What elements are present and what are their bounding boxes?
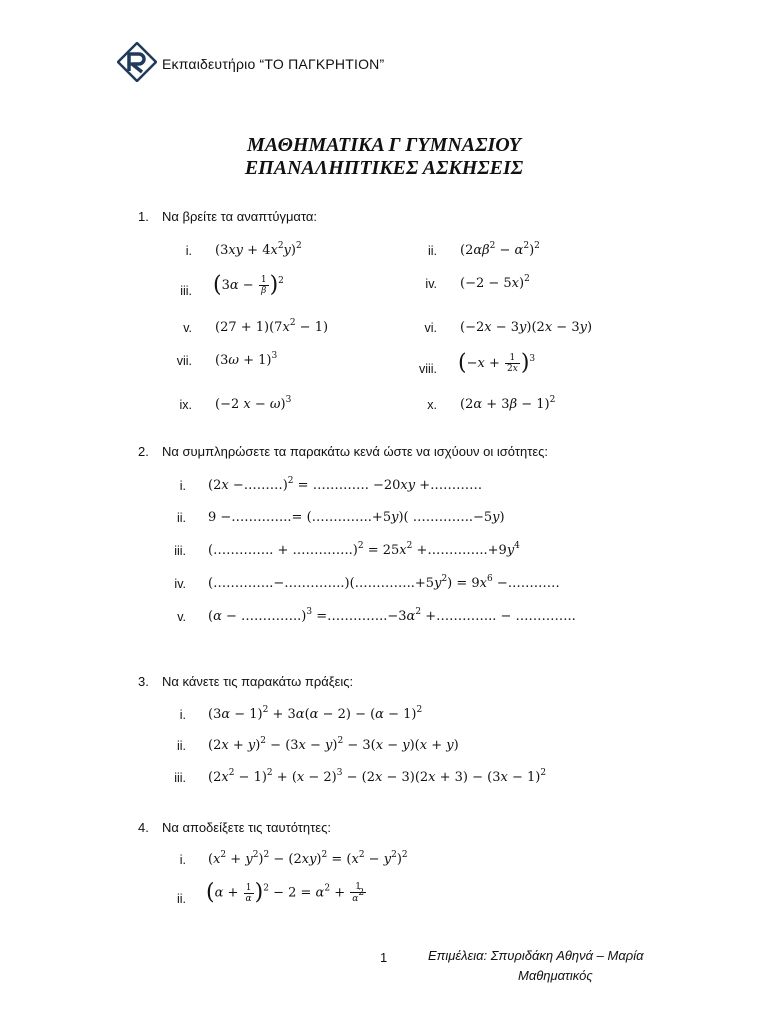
math-expression: (α + $\frac{1}{\alpha}$ )$^2 - 2 = \alpha^2$ + $\frac{1}{\alpha^2}$: [206, 880, 365, 905]
item-label: ii.: [427, 244, 437, 258]
item-label: i.: [179, 479, 186, 493]
math-expression: $(3\alpha - 1)^2 + 3\alpha(\alpha - 2) - (\alpha - 1)^2$: [208, 705, 423, 722]
item-label: iii.: [174, 771, 186, 785]
math-expression: $(2x + y)^2 - (3x - y)^2 - 3(x - y)(x + y)$: [208, 736, 459, 753]
pagkrition-logo-icon: [117, 42, 157, 82]
item-label: ii.: [176, 511, 186, 525]
math-expression: (−2x − 3y)(2x − 3y): [460, 320, 593, 335]
item-label: vii.: [176, 354, 192, 368]
item-label: x.: [427, 398, 437, 412]
math-expression: (α − …………..)$^3$ $=\dots\dots\dots\dots..-3\alpha^2$ +………….. − …………..: [208, 607, 576, 624]
math-expression: $(\dots\dots\dots\dots..-\dots\dots\dots\dots..)(\dots\dots\dots\dots..+5y^2) = 9x^6$ −…………: [208, 574, 560, 591]
item-label: i.: [185, 244, 192, 258]
item-label: ii.: [176, 739, 186, 753]
item-label: iv.: [425, 277, 437, 291]
question-4: [138, 820, 331, 835]
math-expression: $(3xy + 4x^2y)^2$: [215, 241, 302, 258]
item-label: iii.: [180, 284, 192, 298]
item-label: v.: [177, 610, 186, 624]
math-expression: $(3\omega + 1)^3$: [215, 351, 278, 368]
question-text: Να αποδείξετε τις ταυτότητες:: [162, 820, 331, 835]
math-expression: 9 −…………..= (…………..+5y)( …………..−5y): [208, 510, 505, 525]
question-3: [138, 674, 353, 689]
math-expression: (−2 x − ω)$^3$: [215, 395, 292, 412]
question-text: Να βρείτε τα αναπτύγματα:: [162, 209, 318, 224]
question-2: [138, 444, 548, 459]
math-expression: $(2\alpha + 3\beta - 1)^2$: [460, 395, 556, 412]
question-1: [138, 209, 317, 224]
page-number: 1: [380, 950, 388, 965]
item-label: iii.: [174, 544, 186, 558]
math-expression: $(x^2 + y^2)^2 - (2xy)^2 = (x^2 - y^2)^2$: [208, 850, 408, 867]
editor-role: Μαθηματικός: [518, 968, 593, 983]
math-expression: (2x −………)$^2$ = …………. −20xy +…………: [208, 476, 483, 493]
math-expression: $(2\alpha\beta^2 - \alpha^2)^2$: [460, 241, 540, 258]
question-number: 2.: [138, 444, 149, 459]
item-label: i.: [179, 708, 186, 722]
math-expression: $(-2 - 5x)^2$: [460, 274, 530, 291]
item-label: iv.: [174, 577, 186, 591]
math-expression: $(27 + 1)(7x^2 - 1)$: [215, 318, 329, 335]
school-name: Εκπαιδευτήριο “ΤΟ ΠΑΓΚΡΗΤΙΟΝ”: [162, 56, 385, 72]
question-number: 3.: [138, 674, 149, 689]
question-text: Να κάνετε τις παρακάτω πράξεις:: [162, 674, 354, 689]
item-label: viii.: [418, 362, 437, 376]
question-number: 1.: [138, 209, 149, 224]
item-label: i.: [179, 853, 186, 867]
math-expression: $(2x^2 - 1)^2 + (x - 2)^3 - (2x - 3)(2x + 3) - (3x - 1)^2$: [208, 768, 547, 785]
page-subtitle: ΕΠΑΝΑΛΗΠΤΙΚΕΣ ΑΣΚΗΣΕΙΣ: [244, 157, 524, 179]
item-label: v.: [183, 321, 192, 335]
question-number: 4.: [138, 820, 149, 835]
page-title: ΜΑΘΗΜΑΤΙΚΑ Γ ΓΥΜΝΑΣΙΟΥ: [247, 134, 521, 156]
item-label: ix.: [179, 398, 192, 412]
editor-credit: Επιμέλεια: Σπυριδάκη Αθηνά – Μαρία: [428, 948, 644, 963]
math-expression: (−x + $\frac{1}{2x}$ )$^3$: [458, 350, 536, 376]
question-text: Να συμπληρώσετε τα παρακάτω κενά ώστε να ισχύουν οι ισότητες:: [162, 444, 549, 459]
math-expression: (………….. + …………..)$^2$ = $25x^2$ $+\dots\dots\dots\dots..+9y^4$: [208, 541, 520, 558]
item-label: ii.: [176, 892, 186, 906]
math-expression: (3α − $\frac{1}{\beta}$ )$^2$: [213, 272, 284, 298]
item-label: vi.: [424, 321, 437, 335]
